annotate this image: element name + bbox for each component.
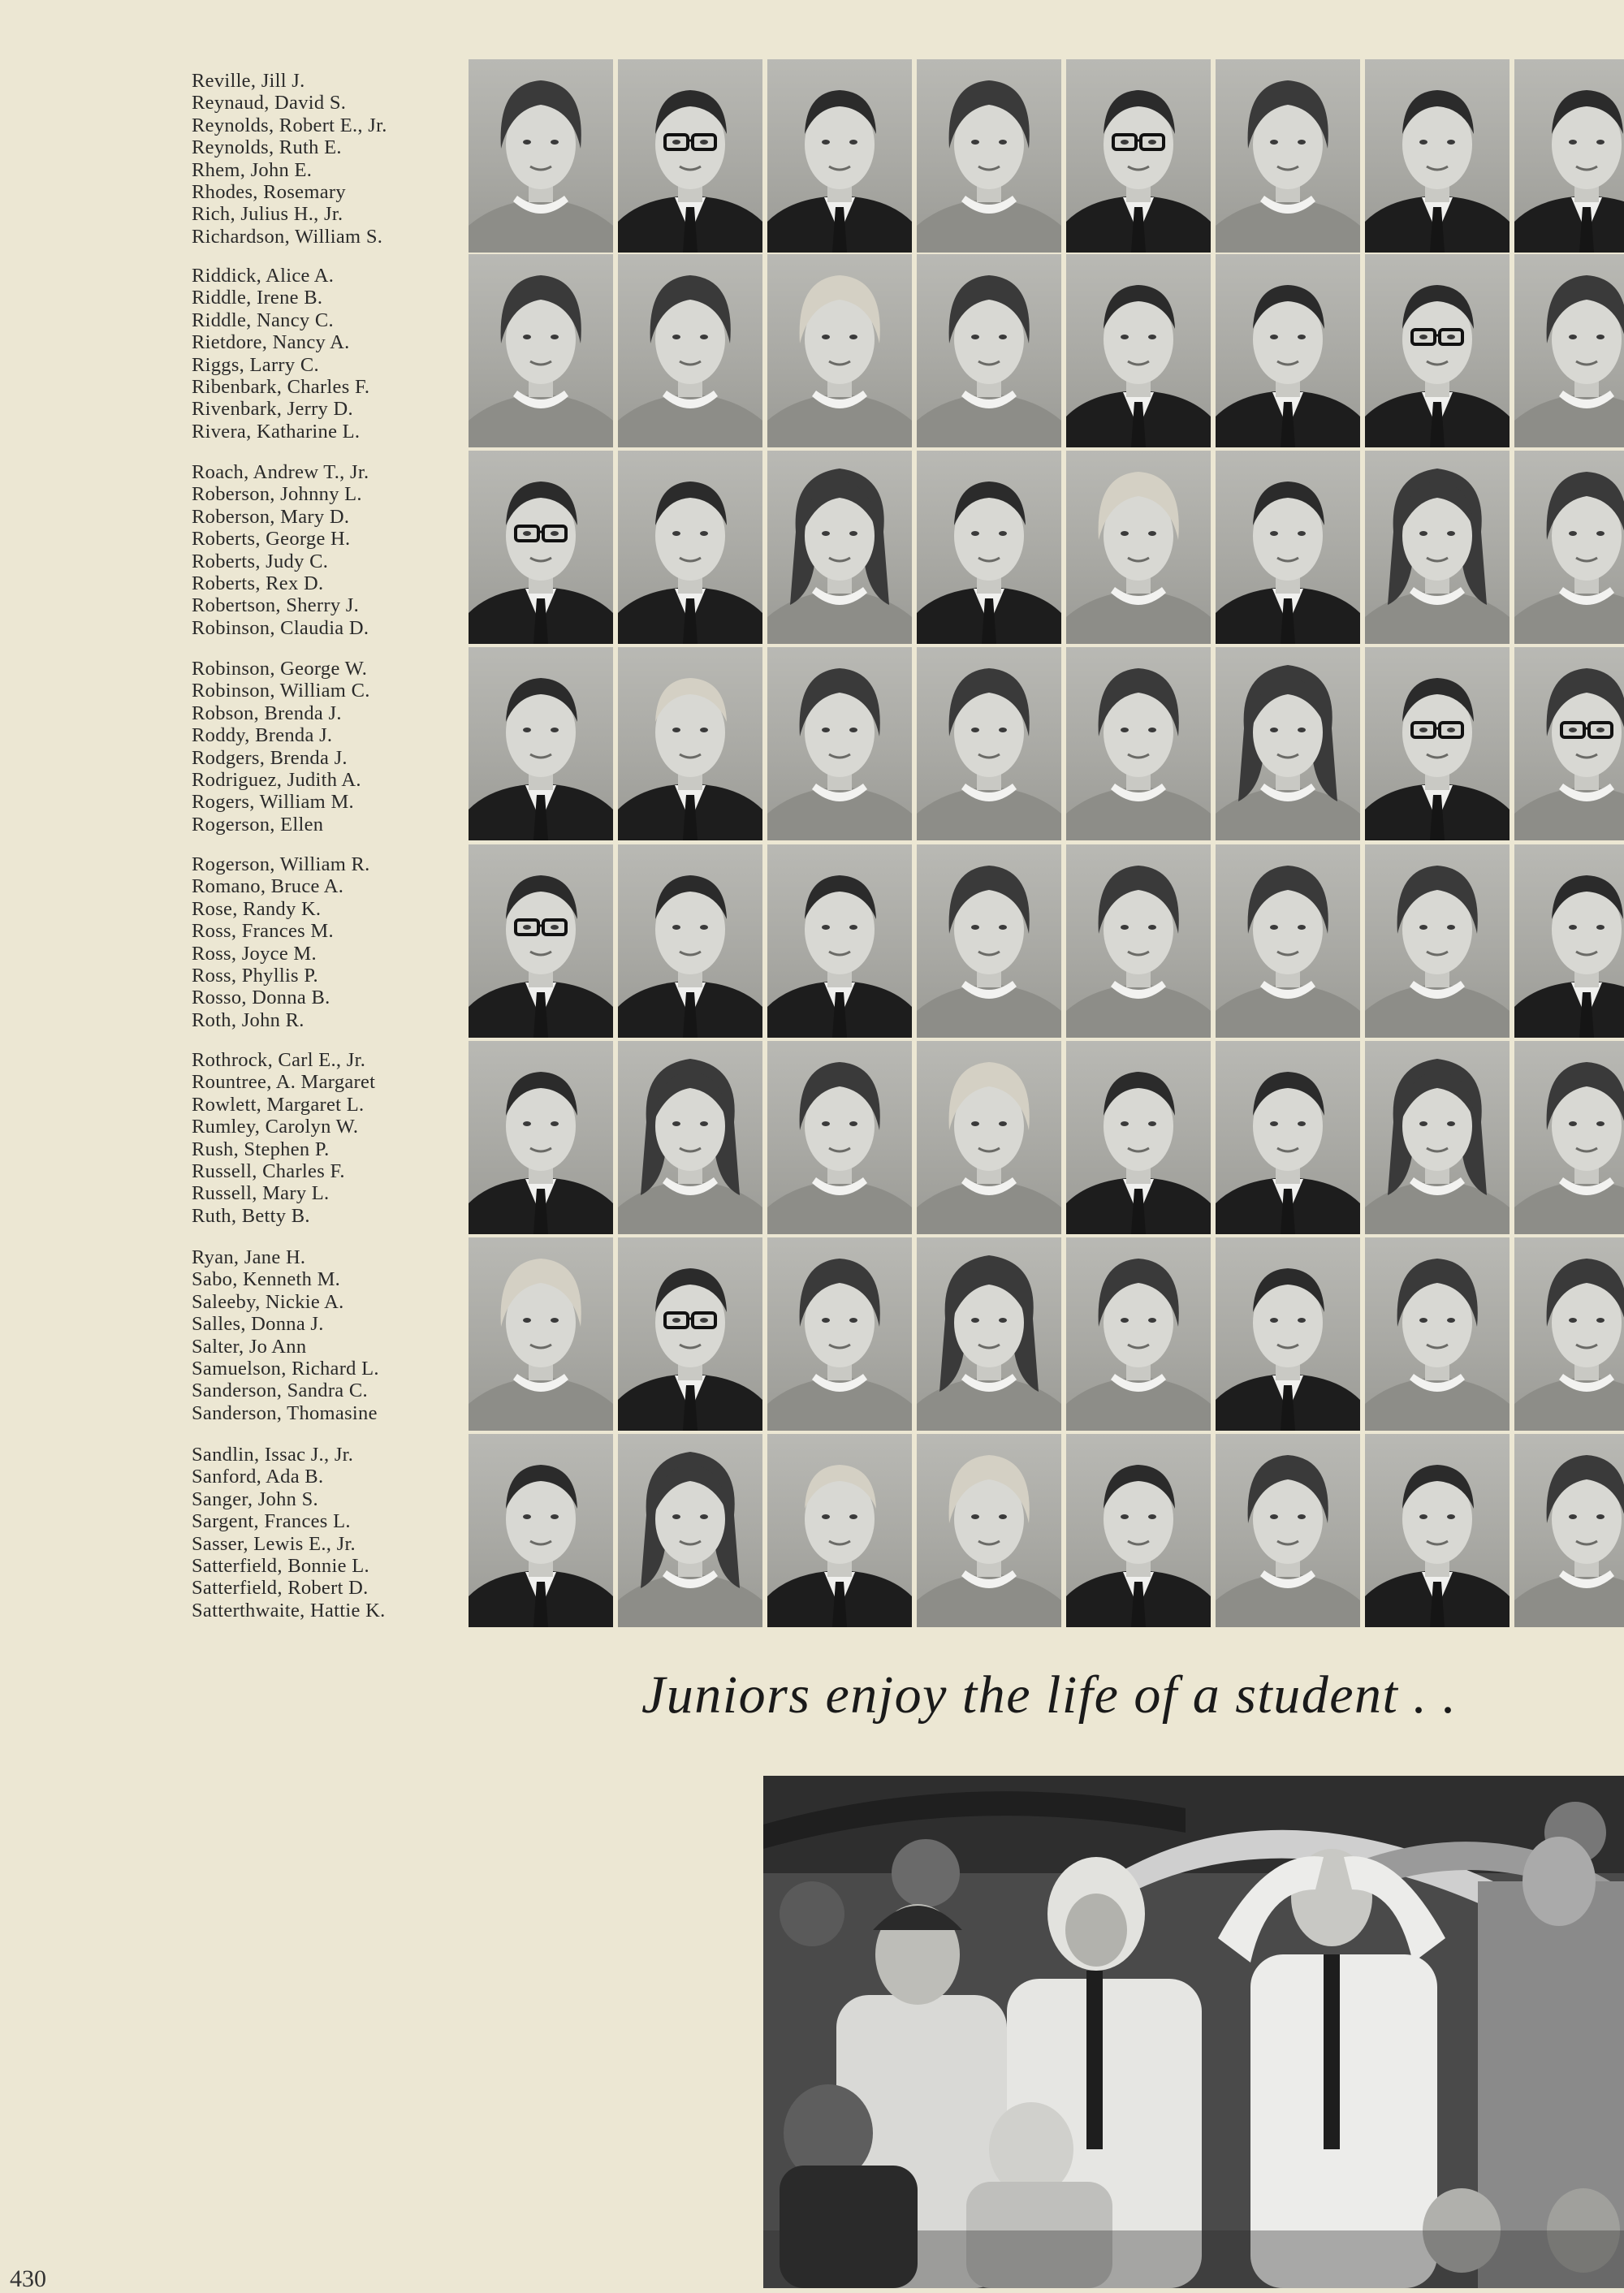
student-name: Rountree, A. Margaret — [192, 1071, 376, 1094]
student-portrait — [767, 1434, 912, 1627]
student-portrait — [1514, 254, 1624, 447]
student-name: Sanger, John S. — [192, 1488, 318, 1510]
student-portrait — [917, 59, 1061, 253]
student-portrait — [767, 1237, 912, 1431]
page-number: 430 — [10, 2265, 46, 2292]
student-name: Samuelson, Richard L. — [192, 1358, 379, 1380]
student-portrait — [1216, 1237, 1360, 1431]
portrait-row — [469, 254, 1624, 449]
student-name: Rose, Randy K. — [192, 897, 322, 920]
student-name: Sandlin, Issac J., Jr. — [192, 1444, 354, 1466]
student-portrait — [917, 451, 1061, 644]
student-name: Rosso, Donna B. — [192, 987, 330, 1009]
student-portrait — [1216, 254, 1360, 447]
student-portrait — [469, 1237, 613, 1431]
student-portrait — [1216, 1041, 1360, 1234]
student-portrait — [767, 59, 912, 253]
student-name: Rodgers, Brenda J. — [192, 746, 348, 769]
student-name: Robertson, Sherry J. — [192, 594, 360, 617]
student-name: Robinson, William C. — [192, 680, 370, 702]
student-name: Roberson, Johnny L. — [192, 483, 362, 506]
student-name: Reynolds, Robert E., Jr. — [192, 114, 387, 136]
student-name: Riddick, Alice A. — [192, 265, 335, 287]
student-name: Rhem, John E. — [192, 158, 313, 181]
caption: Juniors enjoy the life of a student . . — [641, 1665, 1458, 1725]
student-name: Ross, Phyllis P. — [192, 965, 318, 987]
name-group — [192, 1049, 460, 1227]
name-group — [192, 658, 460, 836]
student-portrait — [1216, 451, 1360, 644]
student-name: Rumley, Carolyn W. — [192, 1116, 359, 1138]
portrait-row — [469, 59, 1624, 254]
name-group — [192, 70, 460, 248]
student-name: Ross, Joyce M. — [192, 942, 317, 965]
student-name: Rogerson, William R. — [192, 853, 370, 875]
student-name: Rivera, Katharine L. — [192, 420, 361, 443]
student-portrait — [618, 451, 762, 644]
student-name: Rietdore, Nancy A. — [192, 331, 350, 354]
student-name: Sanderson, Sandra C. — [192, 1380, 368, 1402]
student-name: Riddle, Nancy C. — [192, 309, 334, 331]
student-name: Rogerson, Ellen — [192, 813, 324, 836]
name-group — [192, 461, 460, 639]
student-portrait — [767, 1041, 912, 1234]
student-name: Salles, Donna J. — [192, 1313, 324, 1336]
student-name: Reville, Jill J. — [192, 70, 305, 92]
student-name: Riggs, Larry C. — [192, 353, 319, 376]
student-name: Roach, Andrew T., Jr. — [192, 461, 369, 483]
student-portrait — [1066, 254, 1211, 447]
student-name: Sanderson, Thomasine — [192, 1401, 378, 1424]
student-portrait — [469, 59, 613, 253]
portrait-row — [469, 1237, 1624, 1432]
student-name: Reynaud, David S. — [192, 92, 347, 114]
student-name: Rich, Julius H., Jr. — [192, 203, 343, 226]
name-group — [192, 265, 460, 443]
student-portrait — [767, 451, 912, 644]
student-portrait — [1514, 647, 1624, 840]
student-name: Reynolds, Ruth E. — [192, 136, 342, 159]
student-name: Russell, Charles F. — [192, 1160, 345, 1183]
student-name: Roberson, Mary D. — [192, 505, 350, 528]
student-name: Robinson, Claudia D. — [192, 616, 369, 639]
student-portrait — [1066, 647, 1211, 840]
student-portrait — [1365, 254, 1510, 447]
student-name: Russell, Mary L. — [192, 1182, 330, 1205]
student-name: Roberts, Rex D. — [192, 572, 324, 595]
student-portrait — [917, 844, 1061, 1038]
student-portrait — [469, 451, 613, 644]
portrait-row — [469, 647, 1624, 842]
student-portrait — [618, 1237, 762, 1431]
student-portrait — [917, 254, 1061, 447]
student-name: Rhodes, Rosemary — [192, 181, 346, 204]
student-name: Sargent, Frances L. — [192, 1510, 351, 1533]
student-portrait — [618, 844, 762, 1038]
student-portrait — [618, 59, 762, 253]
student-name: Sasser, Lewis E., Jr. — [192, 1532, 356, 1555]
student-portrait — [618, 1434, 762, 1627]
student-name: Roth, John R. — [192, 1008, 304, 1031]
student-portrait — [1216, 647, 1360, 840]
student-portrait — [469, 647, 613, 840]
student-portrait — [1514, 844, 1624, 1038]
name-group — [192, 1246, 460, 1424]
student-portrait — [1514, 1041, 1624, 1234]
student-name: Romano, Bruce A. — [192, 875, 344, 898]
student-portrait — [1216, 59, 1360, 253]
student-portrait — [917, 1237, 1061, 1431]
portrait-row — [469, 844, 1624, 1039]
student-name: Ribenbark, Charles F. — [192, 376, 370, 399]
student-portrait — [618, 647, 762, 840]
student-portrait — [1365, 1434, 1510, 1627]
student-name: Sanford, Ada B. — [192, 1466, 324, 1488]
student-name: Roberts, George H. — [192, 528, 351, 551]
student-name: Satterfield, Robert D. — [192, 1577, 369, 1600]
student-portrait — [1365, 451, 1510, 644]
student-portrait — [767, 647, 912, 840]
student-name: Salter, Jo Ann — [192, 1335, 307, 1358]
student-portrait — [618, 254, 762, 447]
student-name: Rowlett, Margaret L. — [192, 1093, 365, 1116]
crowd-photo — [763, 1776, 1624, 2288]
student-portrait — [1066, 1237, 1211, 1431]
student-portrait — [469, 254, 613, 447]
student-portrait — [767, 844, 912, 1038]
student-name: Roberts, Judy C. — [192, 550, 329, 572]
student-name: Robson, Brenda J. — [192, 702, 342, 724]
name-group — [192, 853, 460, 1031]
student-name: Roddy, Brenda J. — [192, 724, 333, 747]
student-portrait — [1066, 844, 1211, 1038]
student-portrait — [1514, 59, 1624, 253]
student-name: Ruth, Betty B. — [192, 1204, 310, 1227]
student-portrait — [1066, 1041, 1211, 1234]
student-name: Rush, Stephen P. — [192, 1138, 330, 1160]
student-portrait — [917, 1434, 1061, 1627]
student-portrait — [1365, 1041, 1510, 1234]
student-portrait — [469, 1434, 613, 1627]
portrait-row — [469, 1434, 1624, 1629]
student-name: Sabo, Kenneth M. — [192, 1268, 341, 1291]
student-name: Ross, Frances M. — [192, 920, 334, 943]
student-name: Robinson, George W. — [192, 658, 368, 680]
student-portrait — [1514, 1434, 1624, 1627]
student-portrait — [618, 1041, 762, 1234]
student-name: Saleeby, Nickie A. — [192, 1290, 344, 1313]
student-name: Riddle, Irene B. — [192, 287, 323, 309]
student-portrait — [1216, 844, 1360, 1038]
student-name: Rivenbark, Jerry D. — [192, 398, 353, 421]
student-portrait — [1365, 647, 1510, 840]
student-name: Rodriguez, Judith A. — [192, 769, 361, 792]
student-portrait — [1216, 1434, 1360, 1627]
student-name: Satterthwaite, Hattie K. — [192, 1599, 386, 1622]
student-name: Rogers, William M. — [192, 791, 354, 814]
portrait-row — [469, 1041, 1624, 1236]
student-portrait — [469, 844, 613, 1038]
student-portrait — [917, 1041, 1061, 1234]
student-portrait — [1365, 59, 1510, 253]
student-portrait — [917, 647, 1061, 840]
student-name: Ryan, Jane H. — [192, 1246, 306, 1268]
student-portrait — [767, 254, 912, 447]
student-portrait — [1365, 1237, 1510, 1431]
student-name: Satterfield, Bonnie L. — [192, 1555, 369, 1578]
student-portrait — [469, 1041, 613, 1234]
student-portrait — [1365, 844, 1510, 1038]
student-portrait — [1066, 1434, 1211, 1627]
student-portrait — [1066, 451, 1211, 644]
student-portrait — [1514, 1237, 1624, 1431]
student-portrait — [1066, 59, 1211, 253]
name-group — [192, 1444, 460, 1622]
student-name: Rothrock, Carl E., Jr. — [192, 1049, 366, 1071]
student-name: Richardson, William S. — [192, 225, 383, 248]
student-portrait — [1514, 451, 1624, 644]
portrait-row — [469, 451, 1624, 646]
